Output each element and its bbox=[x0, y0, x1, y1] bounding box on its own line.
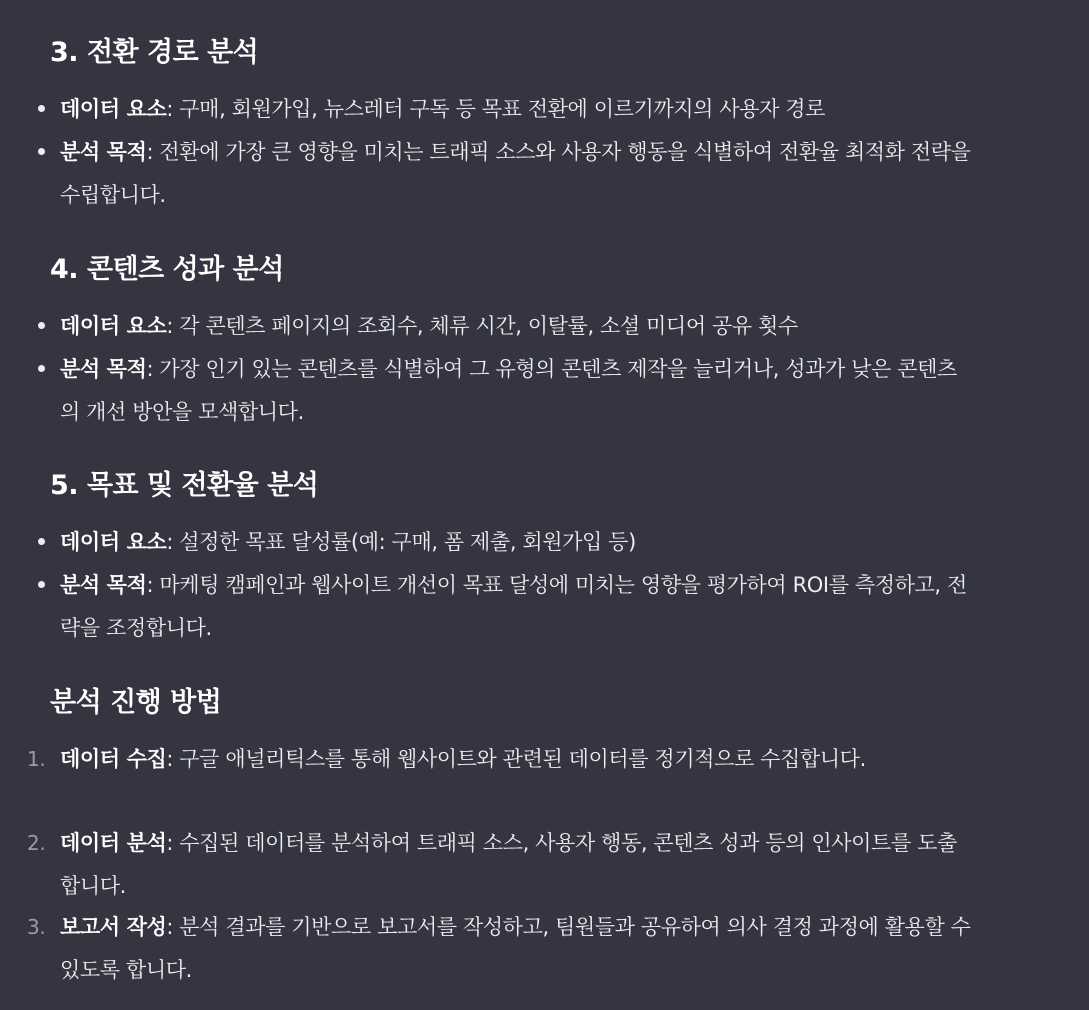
item-label: 데이터 분석 bbox=[60, 831, 167, 855]
item-number: 1. bbox=[27, 747, 46, 771]
item-text: : 전환에 가장 큰 영향을 미치는 트래픽 소스와 사용자 행동을 식별하여 전환율 최적화 전략을 수립합니다. bbox=[60, 140, 971, 207]
list-item bbox=[27, 738, 975, 781]
section-heading-analysis-method: 분석 진행 방법 bbox=[50, 687, 222, 718]
item-text: : 수집된 데이터를 분석하여 트래픽 소스, 사용자 행동, 콘텐츠 성과 등의 인사이트를 도출합니다. bbox=[60, 831, 957, 898]
list-item bbox=[60, 564, 975, 650]
bullet-icon bbox=[38, 322, 45, 329]
section-heading-goal-conversion: 5. 목표 및 전환율 분석 bbox=[50, 470, 319, 501]
item-text: : 마케팅 캠페인과 웹사이트 개선이 목표 달성에 미치는 영향을 평가하여 ROI를 측정하고, 전략을 조정합니다. bbox=[60, 573, 967, 640]
item-label: 데이터 요소 bbox=[60, 530, 167, 554]
item-label: 데이터 요소 bbox=[60, 97, 167, 121]
section-heading-content-performance: 4. 콘텐츠 성과 분석 bbox=[50, 254, 284, 285]
item-number: 2. bbox=[27, 831, 46, 855]
item-text: : 분석 결과를 기반으로 보고서를 작성하고, 팀원들과 공유하여 의사 결정 과정에 활용할 수 있도록 합니다. bbox=[60, 915, 971, 982]
item-text: : 가장 인기 있는 콘텐츠를 식별하여 그 유형의 콘텐츠 제작을 늘리거나, 성과가 낮은 콘텐츠의 개선 방안을 모색합니다. bbox=[60, 357, 957, 424]
bullet-icon bbox=[38, 581, 45, 588]
item-text: : 각 콘텐츠 페이지의 조회수, 체류 시간, 이탈률, 소셜 미디어 공유 횟수 bbox=[166, 314, 798, 338]
item-label: 데이터 수집 bbox=[60, 747, 167, 771]
bullet-icon bbox=[38, 148, 45, 155]
item-text: : 구글 애널리틱스를 통해 웹사이트와 관련된 데이터를 정기적으로 수집합니다. bbox=[166, 747, 866, 771]
bullet-icon bbox=[38, 365, 45, 372]
list-item bbox=[60, 88, 975, 131]
list-item bbox=[60, 348, 975, 434]
item-number: 3. bbox=[27, 915, 46, 939]
list-item bbox=[27, 822, 975, 908]
item-label: 분석 목적 bbox=[60, 573, 147, 597]
list-item bbox=[60, 131, 975, 217]
item-label: 분석 목적 bbox=[60, 357, 147, 381]
bullet-icon bbox=[38, 538, 45, 545]
item-text: : 설정한 목표 달성률(예: 구매, 폼 제출, 회원가입 등) bbox=[166, 530, 636, 554]
bullet-icon bbox=[38, 105, 45, 112]
list-item bbox=[27, 906, 975, 992]
item-label: 분석 목적 bbox=[60, 140, 147, 164]
section-heading-conversion-path: 3. 전환 경로 분석 bbox=[50, 37, 259, 68]
item-text: : 구매, 회원가입, 뉴스레터 구독 등 목표 전환에 이르기까지의 사용자 경로 bbox=[166, 97, 826, 121]
item-label: 데이터 요소 bbox=[60, 314, 167, 338]
list-item bbox=[60, 521, 975, 564]
list-item bbox=[60, 305, 975, 348]
item-label: 보고서 작성 bbox=[60, 915, 167, 939]
